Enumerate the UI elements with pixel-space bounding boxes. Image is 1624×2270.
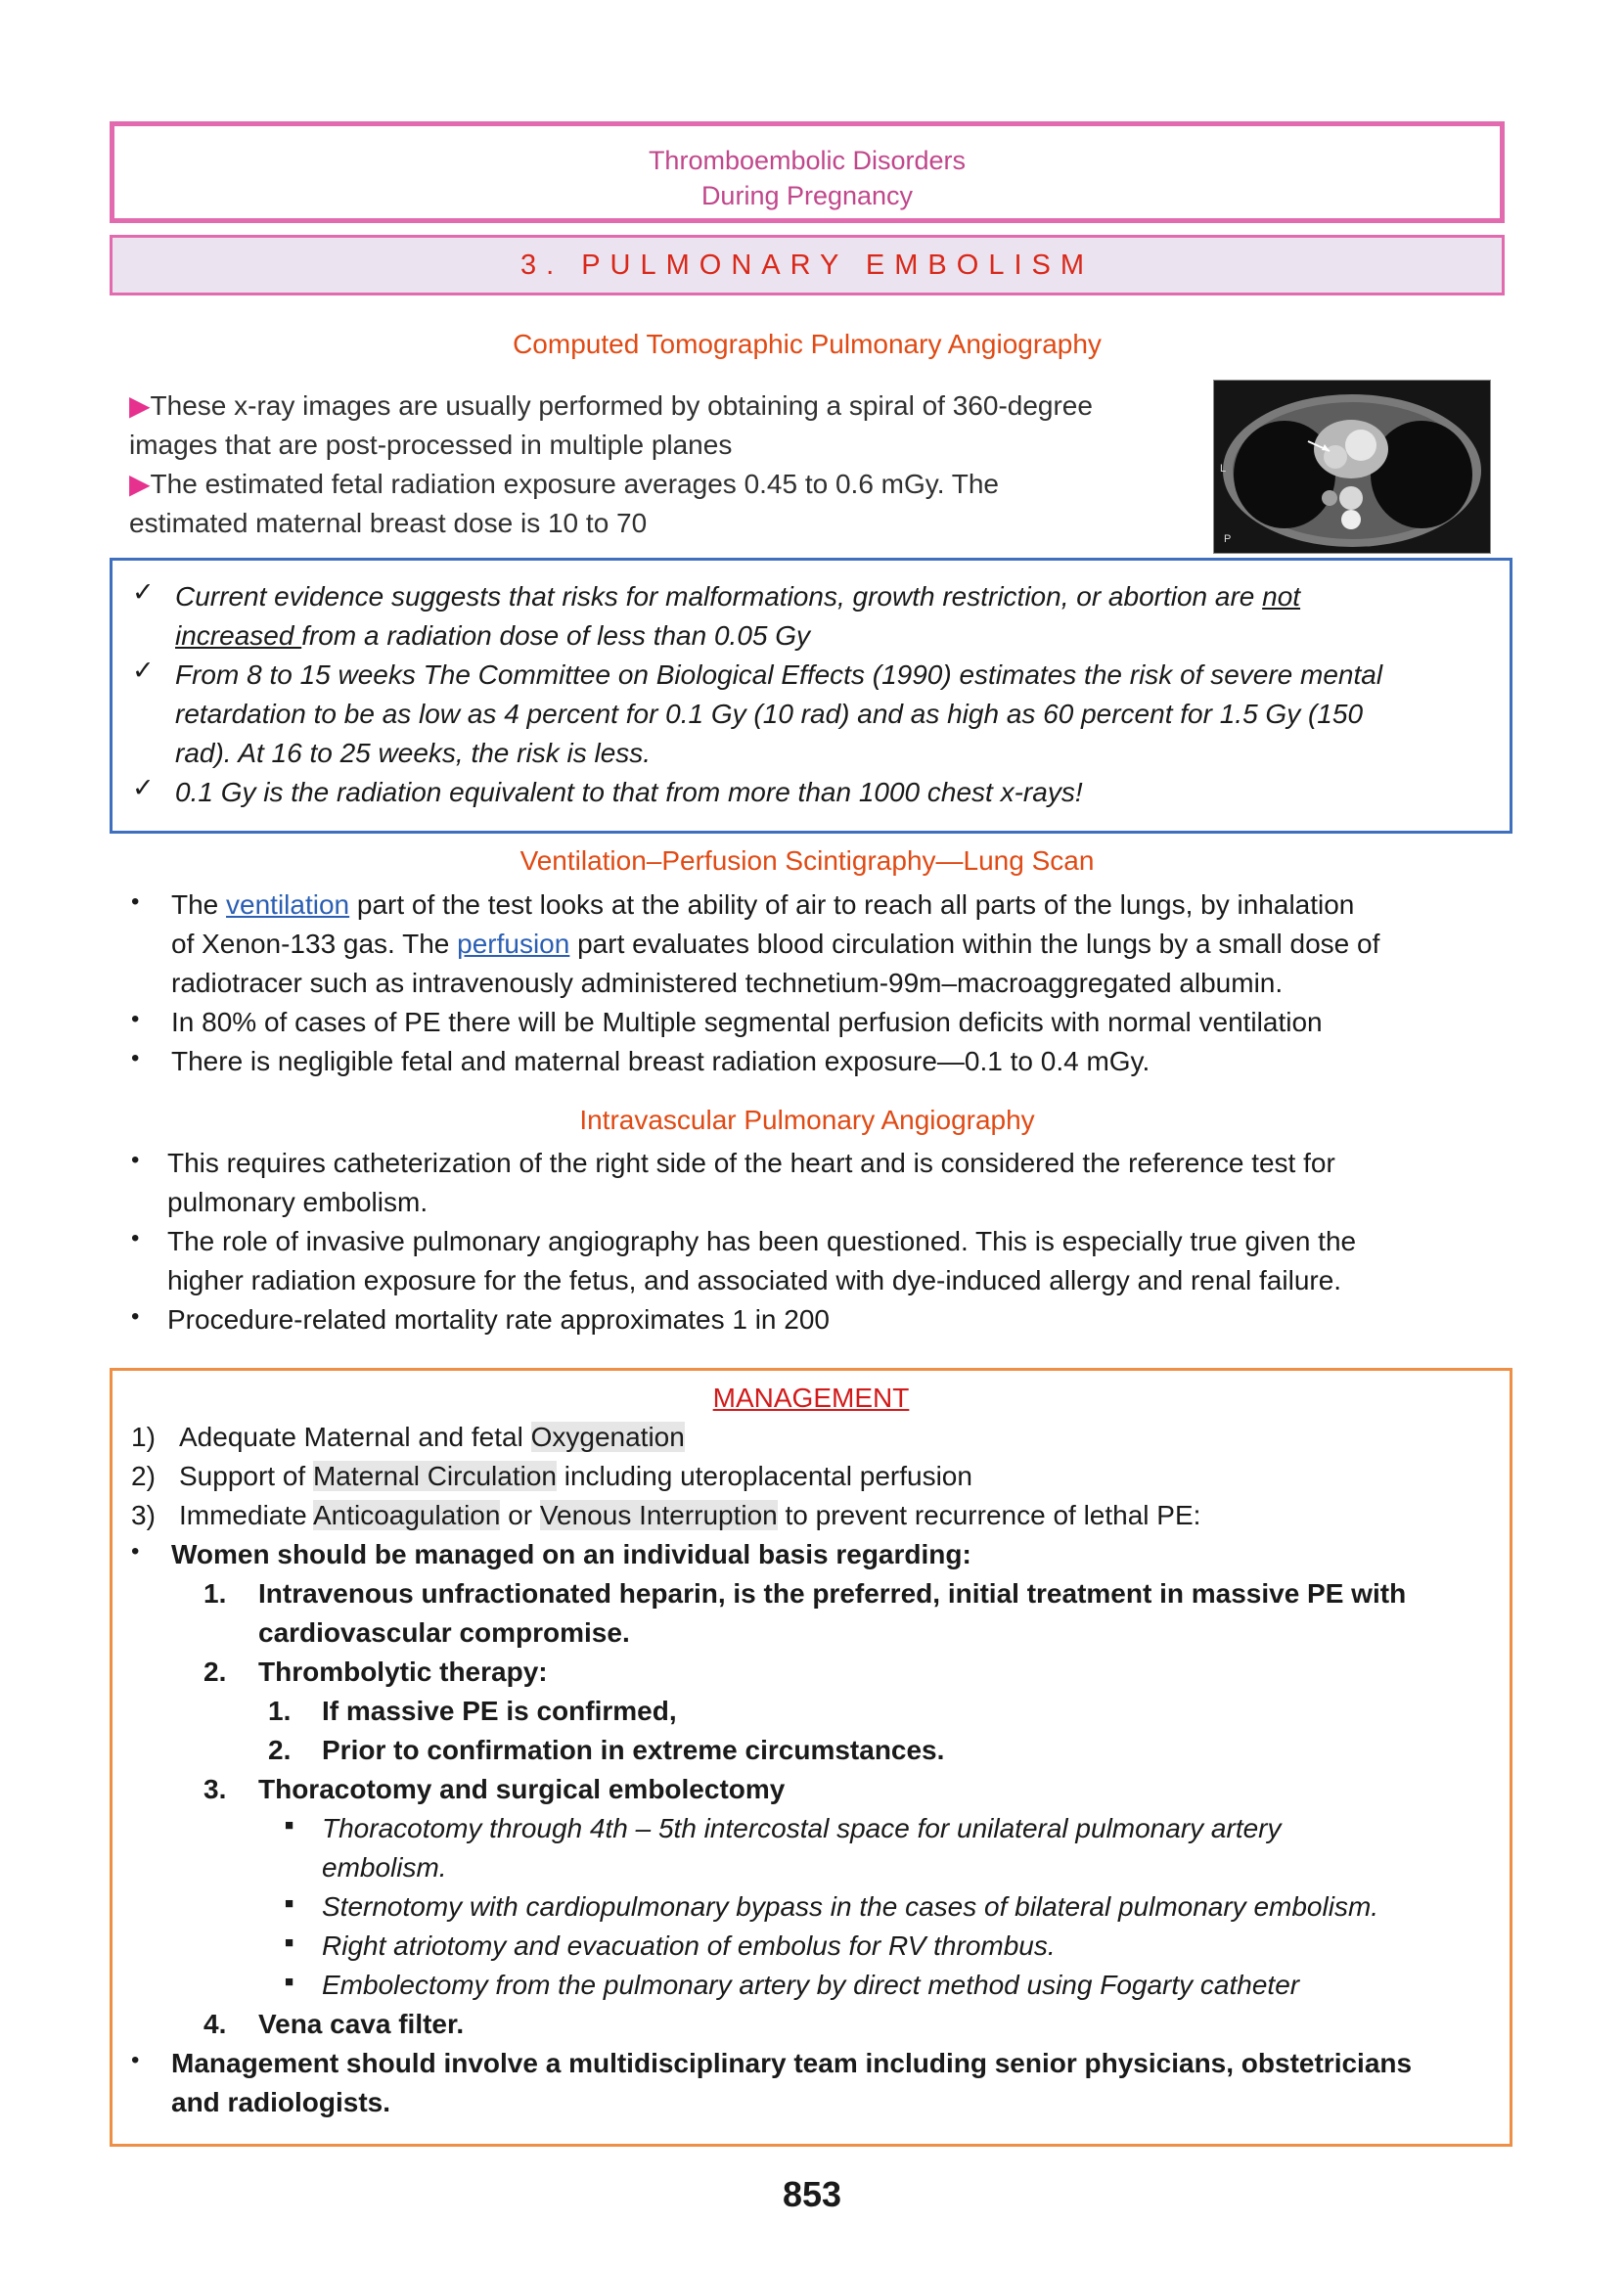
mgmt-i1-pre: Adequate Maternal and fetal (179, 1422, 531, 1452)
check-icon: ✓ (132, 773, 155, 802)
square-bullet-icon: ■ (285, 1895, 294, 1912)
mgmt-i2-highlight: Maternal Circulation (312, 1461, 557, 1491)
ctpa-p1-line2: images that are post-processed in multiple planes (129, 430, 733, 460)
ctpa-p1-line1: These x-ray images are usually performed by obtaining a spiral of 360-degree (150, 390, 1093, 421)
ipa-bullet-1 (167, 1144, 1498, 1222)
page-number: 853 (782, 2174, 842, 2214)
ct-scan-image (1213, 380, 1491, 554)
vq-b1-mid: part of the test looks at the ability of air to reach all parts of the lungs, by inhalation (349, 889, 1355, 920)
mgmt-thoracotomy-2: Sternotomy with cardiopulmonary bypass in the cases of bilateral pulmonary embolism. (322, 1891, 1379, 1922)
bullet-icon: • (131, 2047, 140, 2073)
bullet-icon: • (131, 1006, 140, 1032)
mgmt-sub-2a-num: 1. (268, 1696, 292, 1726)
mgmt-t1-line2: embolism. (322, 1852, 447, 1883)
document-header (110, 121, 1505, 223)
evidence-1-underline-increased: increased (175, 620, 302, 651)
mgmt-thoracotomy-4: Embolectomy from the pulmonary artery by direct method using Fogarty catheter (322, 1970, 1300, 2000)
perfusion-link[interactable]: perfusion (457, 929, 570, 959)
mgmt-item-1 (179, 1418, 685, 1457)
square-bullet-icon: ■ (285, 1934, 294, 1951)
mgmt-sub-num-2: 2. (203, 1657, 227, 1687)
vq-b1-line3: radiotracer such as intravenously administered technetium-99m–macroaggregated albumin. (171, 968, 1284, 998)
evidence-2-line2: retardation to be as low as 4 percent for 0.1 Gy (10 rad) and as high as 60 percent for 1.5 Gy (150 (175, 699, 1364, 729)
mgmt-s1-line1: Intravenous unfractionated heparin, is the preferred, initial treatment in massive PE with (258, 1578, 1407, 1609)
evidence-2-line3: rad). At 16 to 25 weeks, the risk is less. (175, 738, 652, 768)
triangle-bullet-icon: ▶ (129, 390, 151, 421)
mgmt-i3-highlight-2: Venous Interruption (539, 1500, 778, 1530)
header-line-2: During Pregnancy (700, 181, 914, 210)
evidence-2-line1: From 8 to 15 weeks The Committee on Biological Effects (1990) estimates the risk of severe mental (175, 659, 1383, 690)
mgmt-t1-line1: Thoracotomy through 4th – 5th intercostal space for unilateral pulmonary artery (322, 1813, 1282, 1843)
mgmt-sub-num-4: 4. (203, 2009, 227, 2039)
vq-b1-pre: The (171, 889, 227, 920)
vq-bullet-1 (171, 885, 1502, 1003)
square-bullet-icon: ■ (285, 1974, 294, 1990)
ct-marker-p: P (1224, 533, 1232, 545)
mgmt-i2-pre: Support of (179, 1461, 313, 1491)
mgmt-sub-2: Thrombolytic therapy: (258, 1657, 548, 1687)
bullet-icon: • (131, 888, 140, 915)
ipa-bullet-3: Procedure-related mortality rate approximates 1 in 200 (167, 1304, 831, 1335)
mgmt-women-line: Women should be managed on an individual basis regarding: (171, 1539, 971, 1569)
evidence-item-1 (175, 577, 1496, 656)
evidence-item-2 (175, 656, 1496, 773)
mgmt-i3-mid: or (500, 1500, 540, 1530)
mgmt-sub-1 (258, 1574, 1491, 1653)
check-icon: ✓ (132, 656, 155, 685)
evidence-box (110, 558, 1512, 834)
ctpa-heading: Computed Tomographic Pulmonary Angiography (513, 329, 1102, 359)
mgmt-final-line2: and radiologists. (171, 2087, 391, 2117)
mgmt-sub-2b: Prior to confirmation in extreme circumstances. (322, 1735, 945, 1765)
bullet-icon: • (131, 1538, 140, 1565)
header-line-1: Thromboembolic Disorders (648, 146, 967, 175)
mgmt-sub-2b-num: 2. (268, 1735, 292, 1765)
ctpa-p2-line1: The estimated fetal radiation exposure averages 0.45 to 0.6 mGy. The (150, 469, 999, 499)
mgmt-sub-2a: If massive PE is confirmed, (322, 1696, 677, 1726)
mgmt-i3-pre: Immediate (179, 1500, 313, 1530)
ipa-b1-line1: This requires catheterization of the right side of the heart and is considered the reference test for (167, 1148, 1335, 1178)
mgmt-sub-3: Thoracotomy and surgical embolectomy (258, 1774, 786, 1804)
mgmt-sub-4: Vena cava filter. (258, 2009, 465, 2039)
mgmt-num-3: 3) (131, 1500, 156, 1530)
ipa-bullet-2 (167, 1222, 1498, 1300)
bullet-icon: • (131, 1303, 140, 1330)
vq-bullet-2: In 80% of cases of PE there will be Multiple segmental perfusion deficits with normal ventilation (171, 1007, 1323, 1037)
mgmt-num-1: 1) (131, 1422, 156, 1452)
mgmt-final-line1: Management should involve a multidisciplinary team including senior physicians, obstetricians (171, 2048, 1413, 2078)
ventilation-link[interactable]: ventilation (226, 889, 350, 920)
section-title: 3. PULMONARY EMBOLISM (110, 235, 1505, 295)
ipa-b1-line2: pulmonary embolism. (167, 1187, 429, 1217)
check-icon: ✓ (132, 577, 155, 607)
evidence-1-text-a: Current evidence suggests that risks for malformations, growth restriction, or abortion are (175, 581, 1263, 612)
mgmt-sub-num-3: 3. (203, 1774, 227, 1804)
ct-marker-l: L (1220, 463, 1227, 475)
evidence-1-underline-not: not (1262, 581, 1301, 612)
ipa-b2-line1: The role of invasive pulmonary angiography has been questioned. This is especially true given the (167, 1226, 1357, 1256)
mgmt-final-bullet (171, 2044, 1492, 2122)
ctpa-paragraph (129, 386, 1205, 543)
mgmt-i2-post: including uteroplacental perfusion (556, 1461, 972, 1491)
mgmt-item-3 (179, 1496, 1200, 1535)
management-heading: MANAGEMENT (712, 1383, 910, 1413)
bullet-icon: • (131, 1045, 140, 1071)
ipa-heading: Intravascular Pulmonary Angiography (579, 1105, 1035, 1135)
ipa-b2-line2: higher radiation exposure for the fetus, and associated with dye-induced allergy and renal failure. (167, 1265, 1342, 1295)
mgmt-sub-num-1: 1. (203, 1578, 227, 1609)
triangle-bullet-icon: ▶ (129, 469, 151, 499)
evidence-1-text-b: from a radiation dose of less than 0.05 Gy (301, 620, 811, 651)
square-bullet-icon: ■ (285, 1817, 294, 1834)
mgmt-thoracotomy-3: Right atriotomy and evacuation of embolus for RV thrombus. (322, 1930, 1056, 1961)
mgmt-i3-highlight-1: Anticoagulation (312, 1500, 501, 1530)
ctpa-p2-line2: estimated maternal breast dose is 10 to 70 (129, 508, 648, 538)
vq-heading: Ventilation–Perfusion Scintigraphy—Lung Scan (519, 845, 1095, 876)
bullet-icon: • (131, 1225, 140, 1251)
mgmt-item-2 (179, 1457, 972, 1496)
mgmt-s1-line2: cardiovascular compromise. (258, 1617, 630, 1648)
ct-scan-graphic (1214, 381, 1490, 553)
mgmt-i3-post: to prevent recurrence of lethal PE: (777, 1500, 1201, 1530)
vq-b1-line2-post: part evaluates blood circulation within the lungs by a small dose of (569, 929, 1380, 959)
mgmt-i1-highlight: Oxygenation (530, 1422, 685, 1452)
mgmt-num-2: 2) (131, 1461, 156, 1491)
vq-b1-line2-pre: of Xenon-133 gas. The (171, 929, 458, 959)
evidence-item-3: 0.1 Gy is the radiation equivalent to that from more than 1000 chest x-rays! (175, 777, 1083, 807)
bullet-icon: • (131, 1147, 140, 1173)
mgmt-thoracotomy-1 (322, 1809, 1476, 1887)
vq-bullet-3: There is negligible fetal and maternal breast radiation exposure—0.1 to 0.4 mGy. (171, 1046, 1150, 1076)
